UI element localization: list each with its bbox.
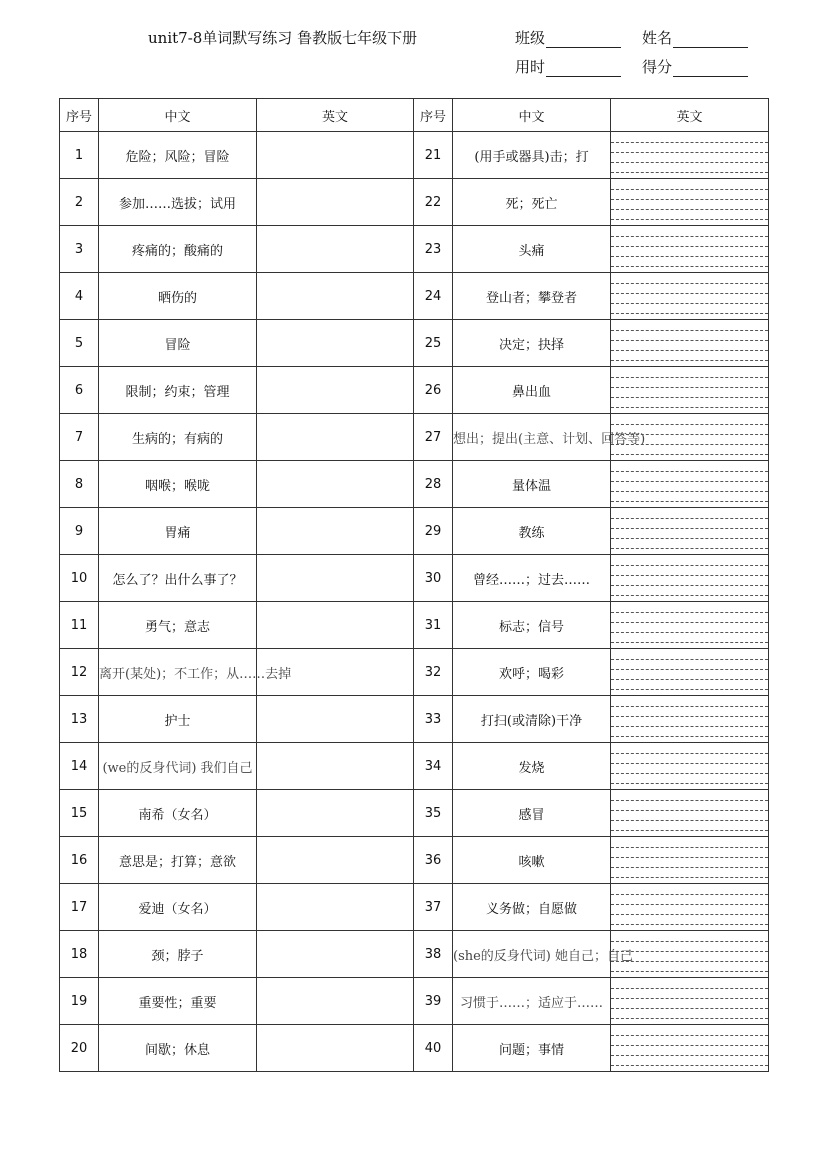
row-number-left: 16 <box>60 837 99 884</box>
dashed-guide-line <box>611 518 768 519</box>
english-answer-right[interactable] <box>611 461 769 508</box>
dashed-guide-line <box>611 622 768 623</box>
table-row <box>60 743 769 790</box>
english-answer-left[interactable] <box>257 226 414 273</box>
chinese-term-right: (she的反身代词) 她自己；自己 <box>453 931 611 978</box>
chinese-term-left: 南希（女名） <box>99 790 257 837</box>
dashed-guide-line <box>611 941 768 942</box>
dashed-guide-line <box>611 1055 768 1056</box>
name-blank[interactable] <box>673 31 748 48</box>
english-answer-right[interactable] <box>611 273 769 320</box>
dashed-guide-line <box>611 632 768 633</box>
dashed-guide-line <box>611 1018 768 1019</box>
chinese-term-left: 限制；约束；管理 <box>99 367 257 414</box>
chinese-term-left: 胃痛 <box>99 508 257 555</box>
dashed-guide-line <box>611 1008 768 1009</box>
dashed-guide-line <box>611 877 768 878</box>
dashed-guide-line <box>611 924 768 925</box>
dashed-guide-line <box>611 330 768 331</box>
english-answer-left[interactable] <box>257 884 414 931</box>
row-number-left: 10 <box>60 555 99 602</box>
row-number-left: 12 <box>60 649 99 696</box>
name-field[interactable] <box>642 27 748 48</box>
row-number-right: 31 <box>414 602 453 649</box>
chinese-term-right: 标志；信号 <box>453 602 611 649</box>
row-number-left: 15 <box>60 790 99 837</box>
dashed-guide-line <box>611 914 768 915</box>
row-number-right: 38 <box>414 931 453 978</box>
dashed-guide-line <box>611 679 768 680</box>
table-row <box>60 367 769 414</box>
chinese-term-right: 头痛 <box>453 226 611 273</box>
dashed-guide-line <box>611 538 768 539</box>
chinese-term-left: 护士 <box>99 696 257 743</box>
header-chinese-left: 中文 <box>99 99 257 132</box>
row-number-left: 5 <box>60 320 99 367</box>
chinese-term-right: 决定；抉择 <box>453 320 611 367</box>
english-answer-right[interactable] <box>611 696 769 743</box>
dashed-guide-line <box>611 340 768 341</box>
chinese-term-left: 疼痛的；酸痛的 <box>99 226 257 273</box>
dashed-guide-line <box>611 219 768 220</box>
dashed-guide-line <box>611 266 768 267</box>
dashed-guide-line <box>611 350 768 351</box>
chinese-term-right: 咳嗽 <box>453 837 611 884</box>
english-answer-left[interactable] <box>257 1025 414 1072</box>
vocabulary-table <box>59 98 769 1072</box>
row-number-right: 25 <box>414 320 453 367</box>
english-answer-right[interactable] <box>611 226 769 273</box>
dashed-guide-line <box>611 236 768 237</box>
dashed-guide-line <box>611 407 768 408</box>
english-answer-left[interactable] <box>257 978 414 1025</box>
english-answer-right[interactable] <box>611 320 769 367</box>
dashed-guide-line <box>611 894 768 895</box>
english-answer-left[interactable] <box>257 555 414 602</box>
chinese-term-right: 登山者；攀登者 <box>453 273 611 320</box>
english-answer-right[interactable] <box>611 132 769 179</box>
row-number-right: 24 <box>414 273 453 320</box>
dashed-guide-line <box>611 528 768 529</box>
header-english-left: 英文 <box>257 99 414 132</box>
dashed-guide-line <box>611 820 768 821</box>
table-row <box>60 696 769 743</box>
english-answer-left[interactable] <box>257 132 414 179</box>
table-row <box>60 602 769 649</box>
row-number-left: 9 <box>60 508 99 555</box>
english-answer-right[interactable] <box>611 931 769 978</box>
dashed-guide-line <box>611 773 768 774</box>
dashed-guide-line <box>611 548 768 549</box>
english-answer-left[interactable] <box>257 320 414 367</box>
row-number-left: 2 <box>60 179 99 226</box>
dashed-guide-line <box>611 716 768 717</box>
header-number-right: 序号 <box>414 99 453 132</box>
chinese-term-left: 颈；脖子 <box>99 931 257 978</box>
row-number-right: 35 <box>414 790 453 837</box>
chinese-term-left: 生病的；有病的 <box>99 414 257 461</box>
row-number-right: 23 <box>414 226 453 273</box>
header-number-left: 序号 <box>60 99 99 132</box>
english-answer-left[interactable] <box>257 696 414 743</box>
score-field[interactable] <box>642 56 748 77</box>
dashed-guide-line <box>611 669 768 670</box>
chinese-term-left: 咽喉；喉咙 <box>99 461 257 508</box>
time-field[interactable] <box>515 56 621 77</box>
row-number-left: 8 <box>60 461 99 508</box>
chinese-term-left: 勇气；意志 <box>99 602 257 649</box>
english-answer-left[interactable] <box>257 790 414 837</box>
dashed-guide-line <box>611 988 768 989</box>
dashed-guide-line <box>611 256 768 257</box>
dashed-guide-line <box>611 293 768 294</box>
chinese-term-right: (用手或器具)击；打 <box>453 132 611 179</box>
row-number-left: 11 <box>60 602 99 649</box>
dashed-guide-line <box>611 585 768 586</box>
english-answer-left[interactable] <box>257 273 414 320</box>
row-number-right: 40 <box>414 1025 453 1072</box>
time-blank[interactable] <box>546 60 621 77</box>
dashed-guide-line <box>611 830 768 831</box>
table-row <box>60 884 769 931</box>
row-number-left: 19 <box>60 978 99 1025</box>
table-row <box>60 790 769 837</box>
dashed-guide-line <box>611 199 768 200</box>
chinese-term-right: 打扫(或清除)干净 <box>453 696 611 743</box>
row-number-left: 1 <box>60 132 99 179</box>
dashed-guide-line <box>611 951 768 952</box>
chinese-term-left: 参加……选拔；试用 <box>99 179 257 226</box>
table-row <box>60 931 769 978</box>
chinese-term-left: (we的反身代词) 我们自己 <box>99 743 257 790</box>
table-header-row <box>60 99 769 132</box>
english-answer-left[interactable] <box>257 743 414 790</box>
dashed-guide-line <box>611 753 768 754</box>
chinese-term-right: 曾经……；过去…… <box>453 555 611 602</box>
dashed-guide-line <box>611 162 768 163</box>
time-label: 用时 <box>515 58 546 76</box>
chinese-term-right: 死；死亡 <box>453 179 611 226</box>
row-number-right: 33 <box>414 696 453 743</box>
dashed-guide-line <box>611 961 768 962</box>
chinese-term-left: 怎么了？出什么事了？ <box>99 555 257 602</box>
dashed-guide-line <box>611 434 768 435</box>
english-answer-right[interactable] <box>611 978 769 1025</box>
table-row <box>60 837 769 884</box>
dashed-guide-line <box>611 1035 768 1036</box>
dashed-guide-line <box>611 857 768 858</box>
row-number-left: 3 <box>60 226 99 273</box>
score-label: 得分 <box>642 58 673 76</box>
row-number-right: 37 <box>414 884 453 931</box>
row-number-left: 6 <box>60 367 99 414</box>
english-answer-left[interactable] <box>257 414 414 461</box>
row-number-right: 34 <box>414 743 453 790</box>
english-answer-left[interactable] <box>257 179 414 226</box>
english-answer-left[interactable] <box>257 508 414 555</box>
score-blank[interactable] <box>673 60 748 77</box>
row-number-left: 4 <box>60 273 99 320</box>
dashed-guide-line <box>611 783 768 784</box>
chinese-term-left: 意思是；打算；意欲 <box>99 837 257 884</box>
english-answer-right[interactable] <box>611 790 769 837</box>
chinese-term-right: 想出；提出(主意、计划、回答等) <box>453 414 611 461</box>
chinese-term-right: 习惯于……；适应于…… <box>453 978 611 1025</box>
dashed-guide-line <box>611 726 768 727</box>
dashed-guide-line <box>611 454 768 455</box>
english-answer-right[interactable] <box>611 508 769 555</box>
english-answer-right[interactable] <box>611 1025 769 1072</box>
chinese-term-right: 感冒 <box>453 790 611 837</box>
row-number-right: 21 <box>414 132 453 179</box>
table-row <box>60 649 769 696</box>
dashed-guide-line <box>611 172 768 173</box>
chinese-term-left: 重要性；重要 <box>99 978 257 1025</box>
chinese-term-right: 义务做；自愿做 <box>453 884 611 931</box>
english-answer-right[interactable] <box>611 649 769 696</box>
row-number-right: 39 <box>414 978 453 1025</box>
dashed-guide-line <box>611 360 768 361</box>
chinese-term-left: 晒伤的 <box>99 273 257 320</box>
english-answer-right[interactable] <box>611 743 769 790</box>
table-row <box>60 320 769 367</box>
worksheet-title: unit7-8单词默写练习 鲁教版七年级下册 <box>148 29 418 47</box>
dashed-guide-line <box>611 444 768 445</box>
row-number-right: 32 <box>414 649 453 696</box>
dashed-guide-line <box>611 246 768 247</box>
dashed-guide-line <box>611 397 768 398</box>
chinese-term-left: 危险；风险；冒险 <box>99 132 257 179</box>
dashed-guide-line <box>611 491 768 492</box>
header-chinese-right: 中文 <box>453 99 611 132</box>
row-number-right: 36 <box>414 837 453 884</box>
dashed-guide-line <box>611 303 768 304</box>
class-field[interactable] <box>515 27 621 48</box>
dashed-guide-line <box>611 810 768 811</box>
dashed-guide-line <box>611 763 768 764</box>
dashed-guide-line <box>611 800 768 801</box>
dashed-guide-line <box>611 377 768 378</box>
row-number-left: 14 <box>60 743 99 790</box>
english-answer-right[interactable] <box>611 367 769 414</box>
dashed-guide-line <box>611 313 768 314</box>
chinese-term-left: 间歇；休息 <box>99 1025 257 1072</box>
dashed-guide-line <box>611 642 768 643</box>
dashed-guide-line <box>611 209 768 210</box>
dashed-guide-line <box>611 706 768 707</box>
table-row <box>60 461 769 508</box>
row-number-left: 18 <box>60 931 99 978</box>
dashed-guide-line <box>611 471 768 472</box>
dashed-guide-line <box>611 1045 768 1046</box>
english-answer-right[interactable] <box>611 179 769 226</box>
dashed-guide-line <box>611 387 768 388</box>
dashed-guide-line <box>611 612 768 613</box>
dashed-guide-line <box>611 481 768 482</box>
row-number-right: 22 <box>414 179 453 226</box>
row-number-right: 28 <box>414 461 453 508</box>
class-blank[interactable] <box>546 31 621 48</box>
english-answer-right[interactable] <box>611 414 769 461</box>
chinese-term-left: 冒险 <box>99 320 257 367</box>
dashed-guide-line <box>611 659 768 660</box>
dashed-guide-line <box>611 501 768 502</box>
english-answer-left[interactable] <box>257 837 414 884</box>
english-answer-right[interactable] <box>611 837 769 884</box>
row-number-right: 29 <box>414 508 453 555</box>
dashed-guide-line <box>611 189 768 190</box>
table-row <box>60 226 769 273</box>
row-number-left: 17 <box>60 884 99 931</box>
dashed-guide-line <box>611 998 768 999</box>
header-english-right: 英文 <box>611 99 769 132</box>
dashed-guide-line <box>611 152 768 153</box>
table-row <box>60 414 769 461</box>
table-row <box>60 978 769 1025</box>
row-number-right: 27 <box>414 414 453 461</box>
english-answer-left[interactable] <box>257 367 414 414</box>
dashed-guide-line <box>611 736 768 737</box>
chinese-term-left: 爱迪（女名） <box>99 884 257 931</box>
english-answer-left[interactable] <box>257 461 414 508</box>
chinese-term-right: 鼻出血 <box>453 367 611 414</box>
table-row <box>60 1025 769 1072</box>
english-answer-left[interactable] <box>257 602 414 649</box>
chinese-term-right: 问题；事情 <box>453 1025 611 1072</box>
english-answer-right[interactable] <box>611 602 769 649</box>
dashed-guide-line <box>611 971 768 972</box>
english-answer-right[interactable] <box>611 555 769 602</box>
chinese-term-right: 欢呼；喝彩 <box>453 649 611 696</box>
table-row <box>60 508 769 555</box>
chinese-term-right: 量体温 <box>453 461 611 508</box>
row-number-left: 13 <box>60 696 99 743</box>
chinese-term-right: 教练 <box>453 508 611 555</box>
dashed-guide-line <box>611 142 768 143</box>
table-row <box>60 179 769 226</box>
dashed-guide-line <box>611 1065 768 1066</box>
table-row <box>60 273 769 320</box>
chinese-term-left: 离开(某处)；不工作；从……去掉 <box>99 649 257 696</box>
table-row <box>60 132 769 179</box>
dashed-guide-line <box>611 904 768 905</box>
name-label: 姓名 <box>642 29 673 47</box>
table-row <box>60 555 769 602</box>
class-label: 班级 <box>515 29 546 47</box>
dashed-guide-line <box>611 689 768 690</box>
row-number-left: 7 <box>60 414 99 461</box>
english-answer-left[interactable] <box>257 931 414 978</box>
dashed-guide-line <box>611 424 768 425</box>
dashed-guide-line <box>611 847 768 848</box>
dashed-guide-line <box>611 283 768 284</box>
row-number-right: 26 <box>414 367 453 414</box>
dashed-guide-line <box>611 867 768 868</box>
dashed-guide-line <box>611 565 768 566</box>
row-number-left: 20 <box>60 1025 99 1072</box>
dashed-guide-line <box>611 595 768 596</box>
row-number-right: 30 <box>414 555 453 602</box>
dashed-guide-line <box>611 575 768 576</box>
english-answer-right[interactable] <box>611 884 769 931</box>
chinese-term-right: 发烧 <box>453 743 611 790</box>
